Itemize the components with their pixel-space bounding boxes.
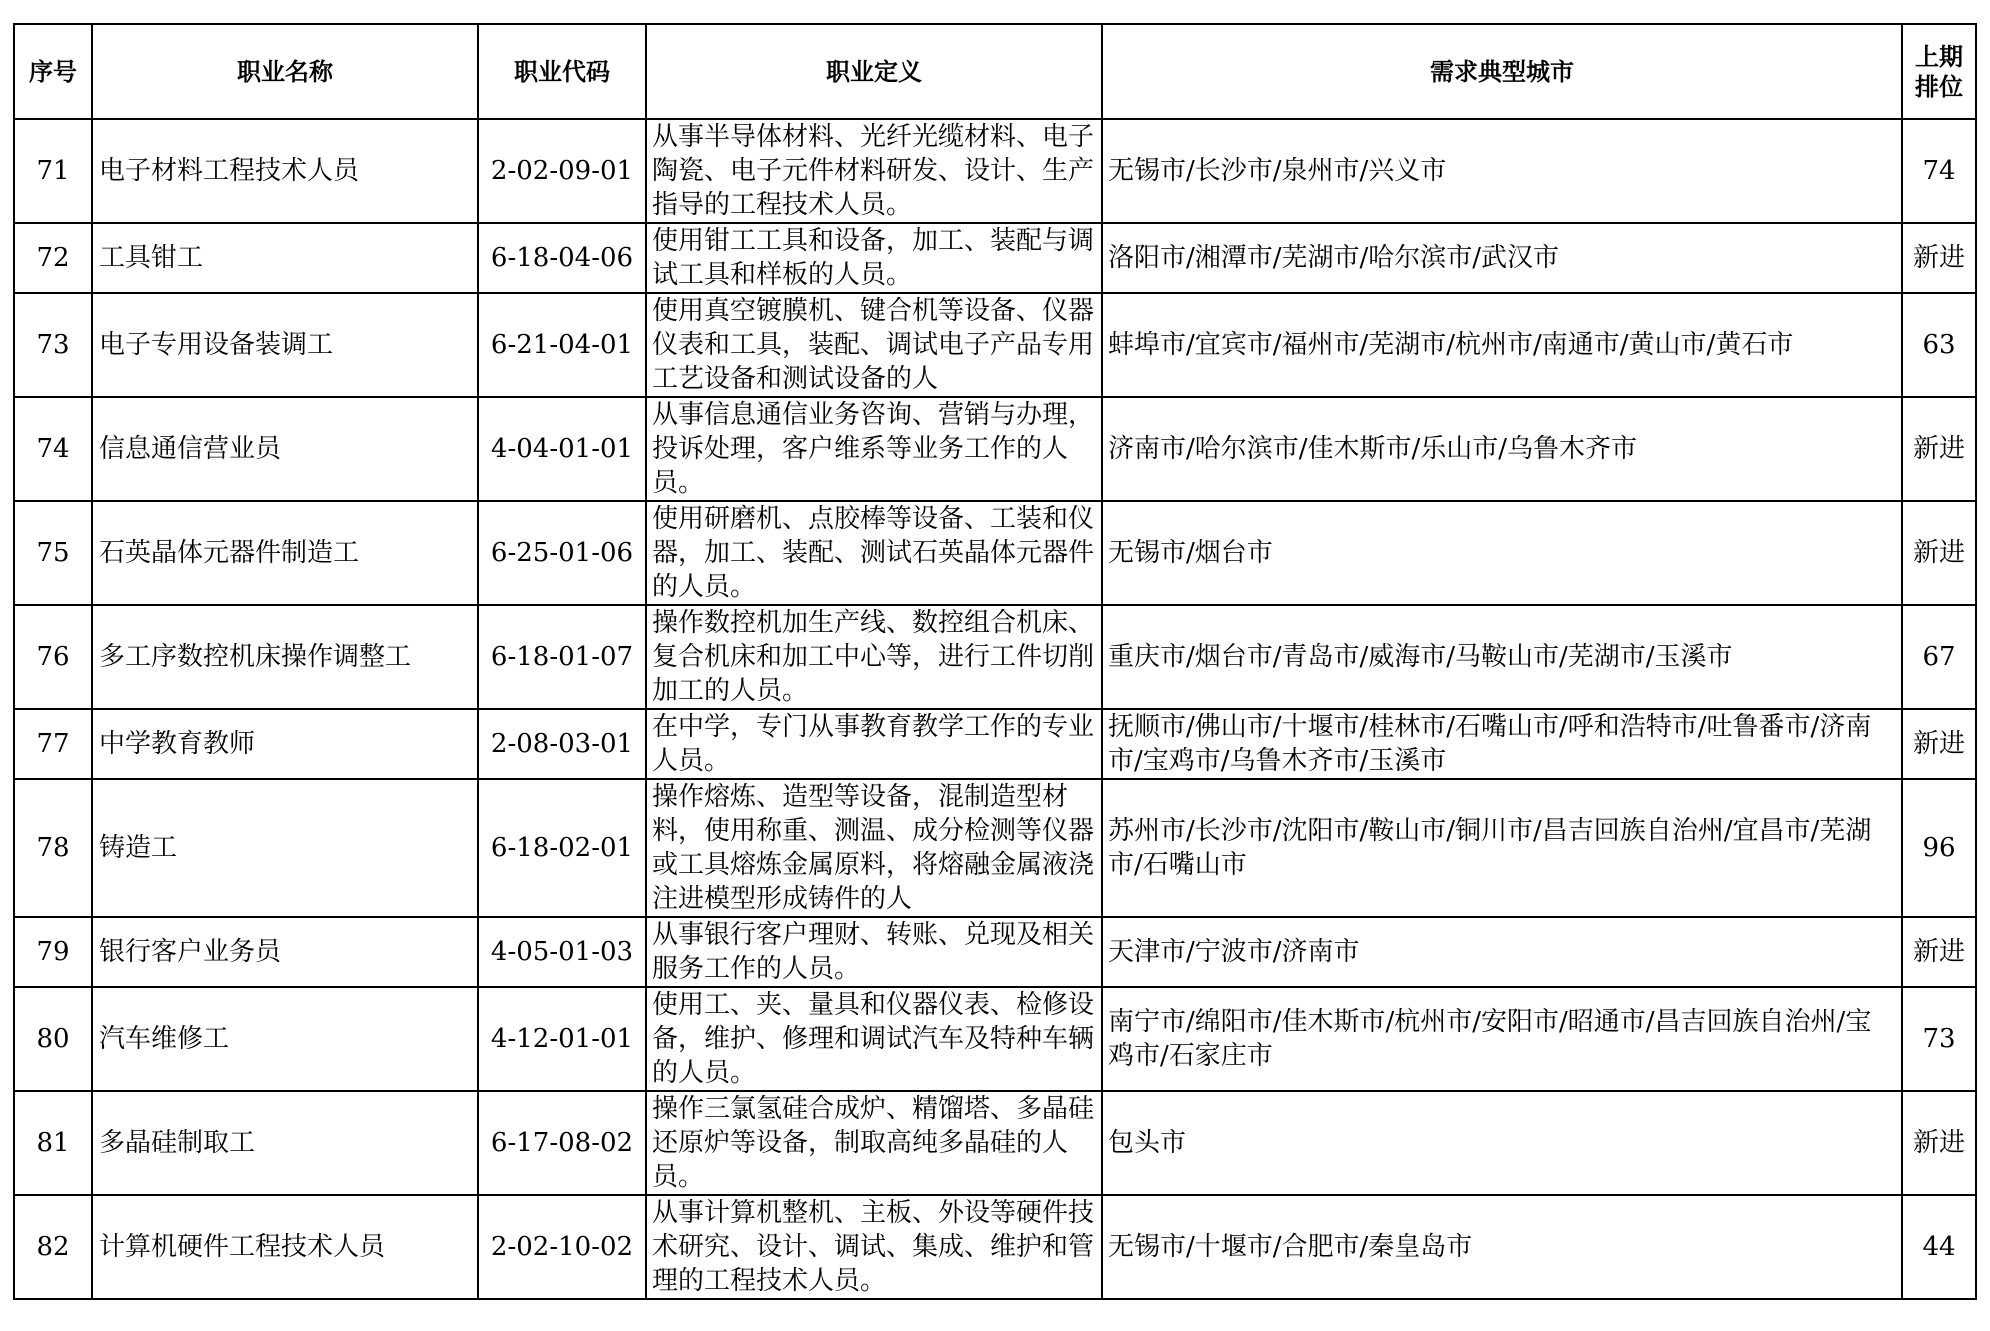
occupation-table-sheet (13, 23, 1977, 1300)
cell-cities: 无锡市/烟台市 (1102, 501, 1902, 605)
cell-index: 76 (14, 605, 92, 709)
cell-previous-rank: 63 (1902, 293, 1976, 397)
cell-occupation-name: 汽车维修工 (92, 987, 478, 1091)
cell-definition (646, 1195, 1102, 1299)
cell-definition (646, 397, 1102, 501)
cell-occupation-code: 2-02-09-01 (478, 119, 646, 223)
cell-cities: 抚顺市/佛山市/十堰市/桂林市/石嘴山市/呼和浩特市/吐鲁番市/济南市/宝鸡市/乌鲁木齐市/玉溪市 (1102, 709, 1902, 779)
cell-occupation-name: 铸造工 (92, 779, 478, 917)
cell-occupation-name: 电子材料工程技术人员 (92, 119, 478, 223)
cell-cities: 无锡市/长沙市/泉州市/兴义市 (1102, 119, 1902, 223)
header-previous-rank-line1: 上期 (1915, 42, 1963, 71)
table-row (14, 779, 1976, 917)
cell-index: 73 (14, 293, 92, 397)
cell-definition (646, 987, 1102, 1091)
cell-occupation-code: 6-18-01-07 (478, 605, 646, 709)
cell-occupation-name: 银行客户业务员 (92, 917, 478, 987)
cell-occupation-name: 多晶硅制取工 (92, 1091, 478, 1195)
definition-text: 从事信息通信业务咨询、营销与办理，投诉处理，客户维系等业务工作的人员。 (652, 400, 1095, 498)
table-row (14, 987, 1976, 1091)
definition-text: 使用研磨机、点胶棒等设备、工装和仪器，加工、装配、测试石英晶体元器件的人员。 (652, 504, 1095, 602)
table-row (14, 1091, 1976, 1195)
cell-cities: 无锡市/十堰市/合肥市/秦皇岛市 (1102, 1195, 1902, 1299)
cell-index: 77 (14, 709, 92, 779)
cell-previous-rank: 67 (1902, 605, 1976, 709)
cell-previous-rank: 73 (1902, 987, 1976, 1091)
definition-text: 从事半导体材料、光纤光缆材料、电子陶瓷、电子元件材料研发、设计、生产指导的工程技术人员。 (652, 122, 1095, 220)
definition-text: 操作熔炼、造型等设备，混制造型材料，使用称重、测温、成分检测等仪器或工具熔炼金属原料，将熔融金属液浇注进模型形成铸件的人 (652, 782, 1095, 914)
cell-index: 71 (14, 119, 92, 223)
cell-occupation-name: 多工序数控机床操作调整工 (92, 605, 478, 709)
cell-index: 80 (14, 987, 92, 1091)
cell-occupation-code: 2-02-10-02 (478, 1195, 646, 1299)
cell-cities: 南宁市/绵阳市/佳木斯市/杭州市/安阳市/昭通市/昌吉回族自治州/宝鸡市/石家庄市 (1102, 987, 1902, 1091)
cell-previous-rank: 新进 (1902, 1091, 1976, 1195)
definition-text: 操作三氯氢硅合成炉、精馏塔、多晶硅还原炉等设备，制取高纯多晶硅的人员。 (652, 1094, 1095, 1192)
table-row (14, 501, 1976, 605)
cell-cities: 包头市 (1102, 1091, 1902, 1195)
cell-index: 75 (14, 501, 92, 605)
definition-text: 操作数控机加生产线、数控组合机床、复合机床和加工中心等，进行工件切削加工的人员。 (652, 608, 1095, 706)
cell-index: 79 (14, 917, 92, 987)
cell-previous-rank: 新进 (1902, 397, 1976, 501)
cell-definition (646, 605, 1102, 709)
cell-cities: 苏州市/长沙市/沈阳市/鞍山市/铜川市/昌吉回族自治州/宜昌市/芜湖市/石嘴山市 (1102, 779, 1902, 917)
cell-index: 72 (14, 223, 92, 293)
definition-text: 使用钳工工具和设备，加工、装配与调试工具和样板的人员。 (652, 226, 1095, 290)
definition-text: 使用工、夹、量具和仪器仪表、检修设备，维护、修理和调试汽车及特种车辆的人员。 (652, 990, 1095, 1088)
header-name: 职业名称 (92, 24, 478, 119)
cell-definition (646, 293, 1102, 397)
cell-occupation-code: 6-17-08-02 (478, 1091, 646, 1195)
cell-definition (646, 223, 1102, 293)
table-row (14, 223, 1976, 293)
cell-occupation-name: 计算机硬件工程技术人员 (92, 1195, 478, 1299)
cell-previous-rank: 新进 (1902, 917, 1976, 987)
cell-definition (646, 779, 1102, 917)
cell-previous-rank: 新进 (1902, 709, 1976, 779)
cell-previous-rank: 96 (1902, 779, 1976, 917)
cell-occupation-code: 4-04-01-01 (478, 397, 646, 501)
table-row (14, 119, 1976, 223)
occupation-table (13, 23, 1977, 1300)
cell-previous-rank: 新进 (1902, 223, 1976, 293)
definition-text: 在中学，专门从事教育教学工作的专业人员。 (652, 712, 1095, 776)
definition-text: 从事计算机整机、主板、外设等硬件技术研究、设计、调试、集成、维护和管理的工程技术人员。 (652, 1198, 1095, 1296)
cell-cities: 洛阳市/湘潭市/芜湖市/哈尔滨市/武汉市 (1102, 223, 1902, 293)
definition-text: 从事银行客户理财、转账、兑现及相关服务工作的人员。 (652, 920, 1095, 984)
cell-cities: 天津市/宁波市/济南市 (1102, 917, 1902, 987)
header-cities: 需求典型城市 (1102, 24, 1902, 119)
table-row (14, 397, 1976, 501)
cell-previous-rank: 新进 (1902, 501, 1976, 605)
table-header-row (14, 24, 1976, 119)
cell-occupation-name: 信息通信营业员 (92, 397, 478, 501)
cell-occupation-code: 4-12-01-01 (478, 987, 646, 1091)
cell-definition (646, 917, 1102, 987)
cell-occupation-code: 6-21-04-01 (478, 293, 646, 397)
cell-occupation-code: 6-18-02-01 (478, 779, 646, 917)
table-row (14, 1195, 1976, 1299)
cell-cities: 济南市/哈尔滨市/佳木斯市/乐山市/乌鲁木齐市 (1102, 397, 1902, 501)
cell-cities: 蚌埠市/宜宾市/福州市/芜湖市/杭州市/南通市/黄山市/黄石市 (1102, 293, 1902, 397)
header-index: 序号 (14, 24, 92, 119)
cell-occupation-name: 电子专用设备装调工 (92, 293, 478, 397)
cell-occupation-name: 中学教育教师 (92, 709, 478, 779)
cell-occupation-code: 6-18-04-06 (478, 223, 646, 293)
table-row (14, 605, 1976, 709)
cell-index: 74 (14, 397, 92, 501)
cell-index: 82 (14, 1195, 92, 1299)
cell-index: 81 (14, 1091, 92, 1195)
table-row (14, 293, 1976, 397)
table-row (14, 917, 1976, 987)
cell-occupation-name: 工具钳工 (92, 223, 478, 293)
header-definition: 职业定义 (646, 24, 1102, 119)
cell-definition (646, 1091, 1102, 1195)
cell-occupation-name: 石英晶体元器件制造工 (92, 501, 478, 605)
cell-occupation-code: 4-05-01-03 (478, 917, 646, 987)
cell-definition (646, 709, 1102, 779)
cell-cities: 重庆市/烟台市/青岛市/威海市/马鞍山市/芜湖市/玉溪市 (1102, 605, 1902, 709)
cell-occupation-code: 2-08-03-01 (478, 709, 646, 779)
header-code: 职业代码 (478, 24, 646, 119)
cell-index: 78 (14, 779, 92, 917)
header-previous-rank-line2: 排位 (1915, 72, 1963, 101)
cell-previous-rank: 74 (1902, 119, 1976, 223)
header-previous-rank (1902, 24, 1976, 119)
table-row (14, 709, 1976, 779)
cell-definition (646, 501, 1102, 605)
cell-occupation-code: 6-25-01-06 (478, 501, 646, 605)
cell-definition (646, 119, 1102, 223)
cell-previous-rank: 44 (1902, 1195, 1976, 1299)
definition-text: 使用真空镀膜机、键合机等设备、仪器仪表和工具，装配、调试电子产品专用工艺设备和测试设备的人 (652, 296, 1095, 394)
